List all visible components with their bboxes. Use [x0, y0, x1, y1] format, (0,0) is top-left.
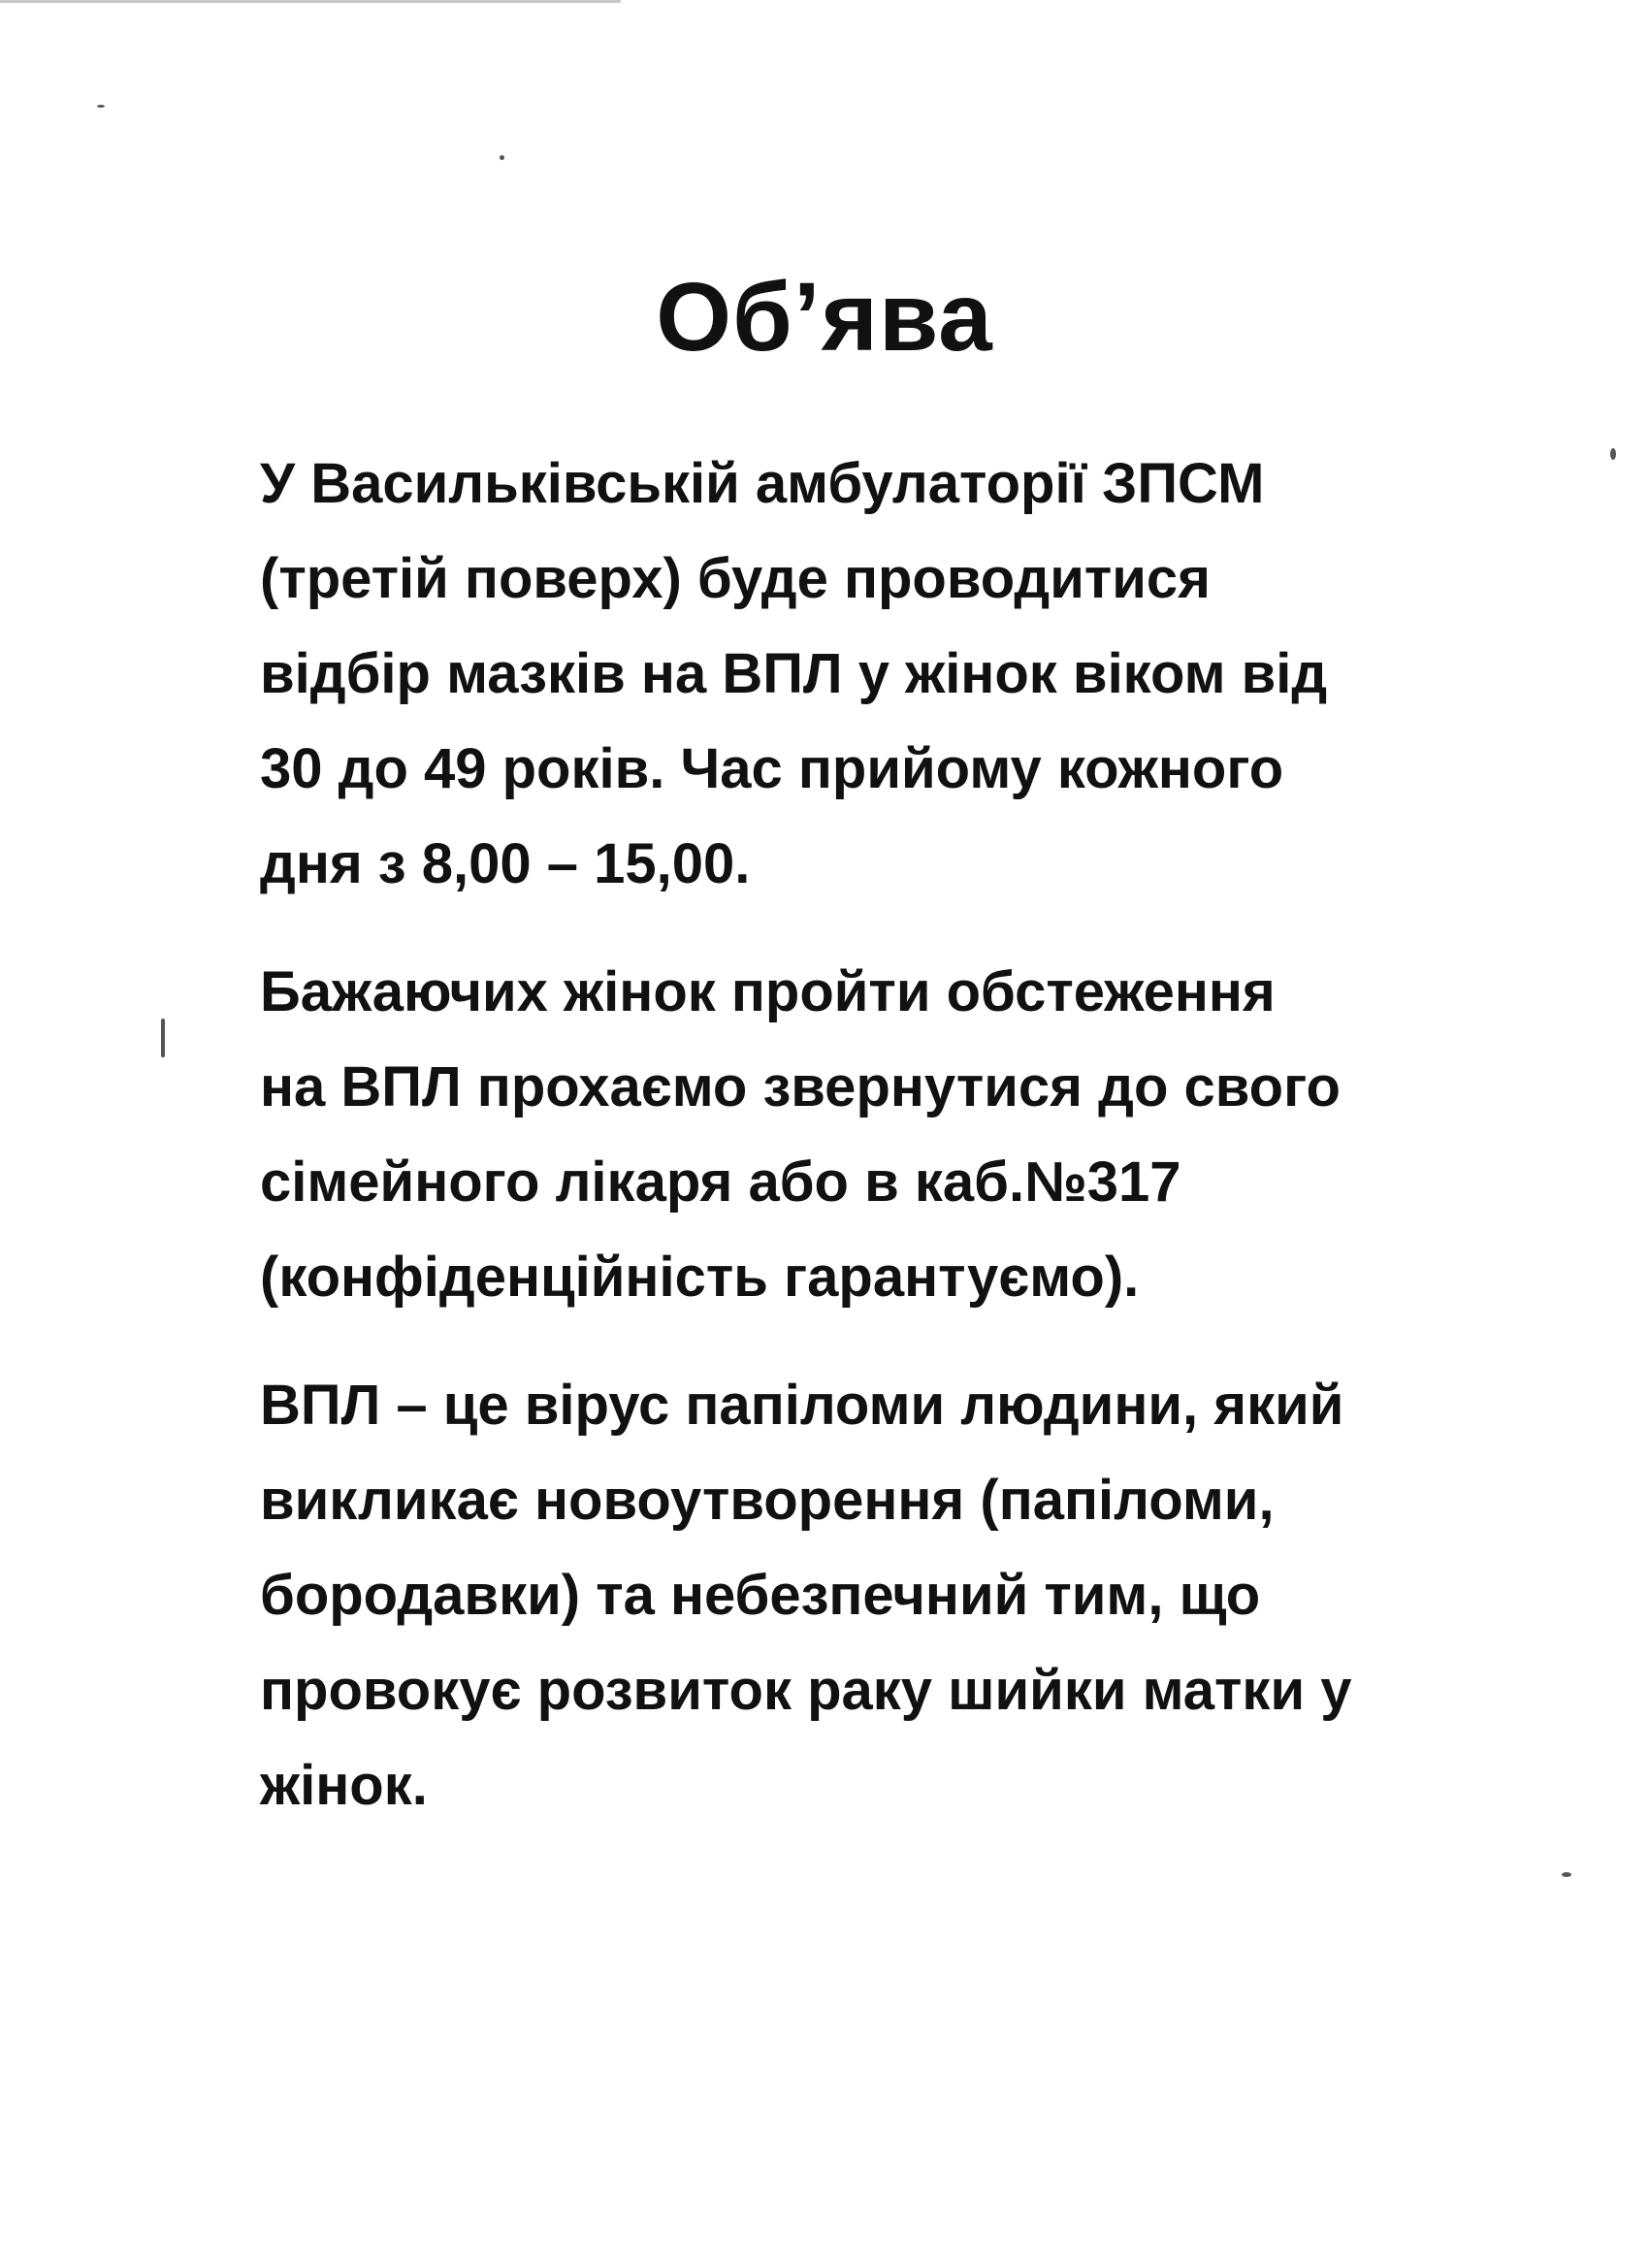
text-line: сімейного лікаря або в каб.№317	[260, 1150, 1181, 1214]
notice-body	[260, 437, 1550, 1866]
scan-speck	[500, 155, 504, 160]
notice-title: Об’ява	[656, 263, 993, 372]
text-line: на ВПЛ прохаємо звернутися до свого	[260, 1055, 1341, 1118]
text-line: У Васильківській амбулаторії ЗПСМ	[260, 452, 1265, 515]
text-line: провокує розвиток раку шийки матки у	[260, 1659, 1352, 1722]
paragraph-hpv-info	[260, 1358, 1550, 1833]
text-line: відбір мазків на ВПЛ у жінок віком від	[260, 642, 1328, 705]
paragraph-invitation	[260, 945, 1550, 1325]
text-line: ВПЛ – це вірус папіломи людини, який	[260, 1374, 1344, 1437]
text-line: бородавки) та небезпечний тим, що	[260, 1564, 1261, 1627]
scan-edge-mark	[0, 0, 621, 3]
text-line: 30 до 49 років. Час прийому кожного	[260, 737, 1284, 800]
scan-speck	[1562, 1872, 1571, 1877]
paragraph-schedule	[260, 437, 1550, 912]
text-line: дня з 8,00 – 15,00.	[260, 832, 751, 895]
scan-speck	[161, 1019, 165, 1057]
scan-speck	[1610, 448, 1616, 460]
text-line: Бажаючих жінок пройти обстеження	[260, 960, 1276, 1023]
text-line: жінок.	[260, 1754, 428, 1817]
scan-speck	[97, 105, 105, 108]
text-line: викликає новоутворення (папіломи,	[260, 1469, 1275, 1532]
text-line: (третій поверх) буде проводитися	[260, 547, 1212, 610]
text-line: (конфіденційність гарантуємо).	[260, 1246, 1140, 1309]
